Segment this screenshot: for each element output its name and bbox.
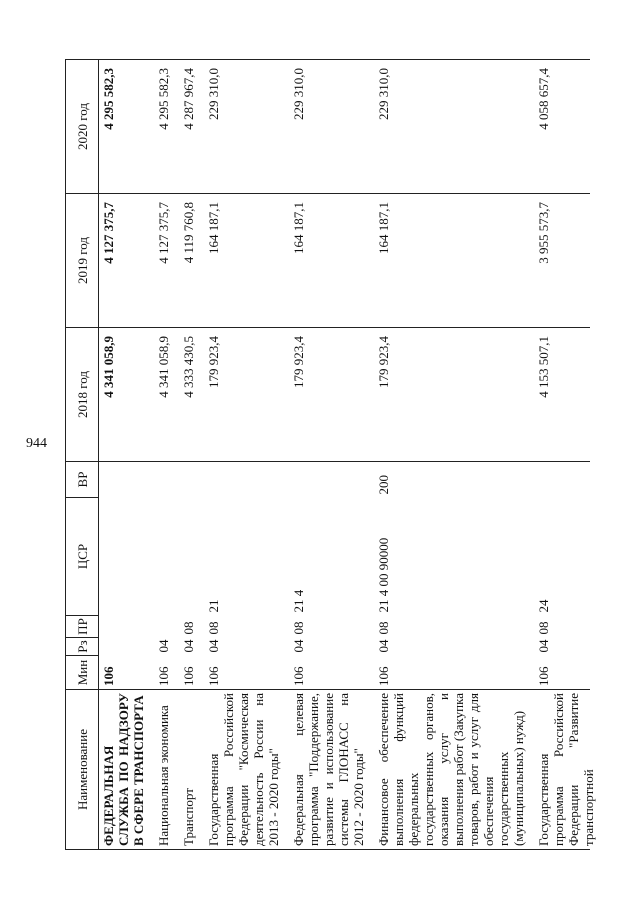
table-row — [374, 60, 534, 850]
table-row — [289, 60, 374, 850]
cell-pr: 08 — [291, 621, 306, 635]
table-row — [154, 60, 179, 850]
cell-name — [534, 690, 596, 850]
cell-2020: 229 310,0 — [289, 60, 374, 194]
cell-2019: 164 187,1 — [374, 194, 534, 328]
cell-csr: 21 4 00 90000 — [376, 537, 391, 613]
cell-2020: 4 295 582,3 — [99, 60, 155, 194]
cell-rz: 04 — [376, 639, 391, 653]
table-row — [204, 60, 289, 850]
cell-min: 106 — [289, 656, 374, 690]
cell-vr — [204, 462, 289, 498]
header-2020: 2020 год — [66, 60, 99, 194]
table-header-row — [66, 60, 99, 850]
cell-name: Транспорт — [179, 690, 204, 850]
cell-vr — [534, 462, 590, 498]
cell-2020: 4 058 657,4 — [534, 60, 590, 194]
cell-2020: 229 310,0 — [374, 60, 534, 194]
cell-2018: 179 923,4 — [374, 328, 534, 462]
cell-csr — [154, 498, 179, 616]
header-2018: 2018 год — [66, 328, 99, 462]
cell-pr: 08 — [206, 621, 221, 635]
cell-pr: 08 — [536, 621, 551, 635]
cell-2018: 4 341 058,9 — [154, 328, 179, 462]
cell-vr — [154, 462, 179, 498]
cell-name-text: Государственная программа Российской Федерации "Развитие транспортной — [536, 693, 596, 846]
cell-csr: 24 — [536, 599, 551, 613]
table-row — [99, 60, 155, 850]
cell-min: 106 — [179, 656, 204, 690]
cell-2018: 179 923,4 — [289, 328, 374, 462]
cell-2018: 4 333 430,5 — [179, 328, 204, 462]
cell-min: 106 — [374, 656, 534, 690]
header-vr: ВР — [66, 462, 99, 498]
table-row — [179, 60, 204, 850]
rotated-page-content — [65, 60, 610, 850]
cell-2020: 229 310,0 — [204, 60, 289, 194]
cell-min: 106 — [99, 656, 155, 690]
cell-min: 106 — [154, 656, 179, 690]
cell-vr — [289, 462, 374, 498]
cell-vr — [179, 462, 204, 498]
cell-rz: 04 — [536, 639, 551, 653]
cell-name: ФЕДЕРАЛЬНАЯ СЛУЖБА ПО НАДЗОРУ В СФЕРЕ ТРАНСПОРТА — [99, 690, 155, 850]
cell-2019: 4 127 375,7 — [154, 194, 179, 328]
cell-name: Национальная экономика — [154, 690, 179, 850]
cell-rz: 04 — [181, 639, 196, 653]
header-min: Мин — [66, 656, 99, 690]
header-csr: ЦСР — [66, 498, 99, 616]
cell-name: Федеральная целевая программа "Поддержание, развитие и использование системы ГЛОНАСС на 2012 - 2020 годы" — [289, 690, 374, 850]
cell-rz: 04 — [291, 639, 306, 653]
cell-pr — [154, 616, 179, 638]
header-pr: ПР — [66, 616, 99, 638]
page-number: 944 — [26, 436, 47, 451]
cell-rz — [99, 638, 155, 656]
cell-2019: 164 187,1 — [289, 194, 374, 328]
cell-vr — [99, 462, 155, 498]
cell-pr — [99, 616, 155, 638]
cell-min: 106 — [204, 656, 289, 690]
cell-2018: 4 341 058,9 — [99, 328, 155, 462]
cell-2018: 4 153 507,1 — [534, 328, 590, 462]
cell-name: Финансовое обеспечение выполнения функций федеральных государственных органов, оказания услуг и выполнения работ (Закупка товаров, работ и услуг для обеспечения государственных (муниципальных) нужд) — [374, 690, 534, 850]
table-body — [99, 60, 596, 850]
cell-csr — [179, 498, 204, 616]
cell-2018: 179 923,4 — [204, 328, 289, 462]
cell-2020: 4 287 967,4 — [179, 60, 204, 194]
cell-rz: 04 — [156, 639, 171, 653]
cell-rz: 04 — [206, 639, 221, 653]
cell-csr: 21 — [206, 599, 221, 613]
cell-csr: 21 4 — [291, 589, 306, 613]
cell-pr: 08 — [376, 621, 391, 635]
header-name: Наименование — [66, 690, 99, 850]
cell-2019: 4 127 375,7 — [99, 194, 155, 328]
cell-2019: 164 187,1 — [204, 194, 289, 328]
cell-vr: 200 — [374, 462, 534, 498]
cell-2019: 3 955 573,7 — [534, 194, 590, 328]
cell-2020: 4 295 582,3 — [154, 60, 179, 194]
budget-table — [65, 59, 596, 850]
header-rz: Рз — [66, 638, 99, 656]
cell-csr — [99, 498, 155, 616]
header-2019: 2019 год — [66, 194, 99, 328]
cell-min: 106 — [534, 656, 590, 690]
cell-pr: 08 — [181, 621, 196, 635]
cell-2019: 4 119 760,8 — [179, 194, 204, 328]
table-row — [534, 60, 590, 850]
cell-name: Государственная программа Российской Федерации "Космическая деятельность России на 2013 - 2020 годы" — [204, 690, 289, 850]
